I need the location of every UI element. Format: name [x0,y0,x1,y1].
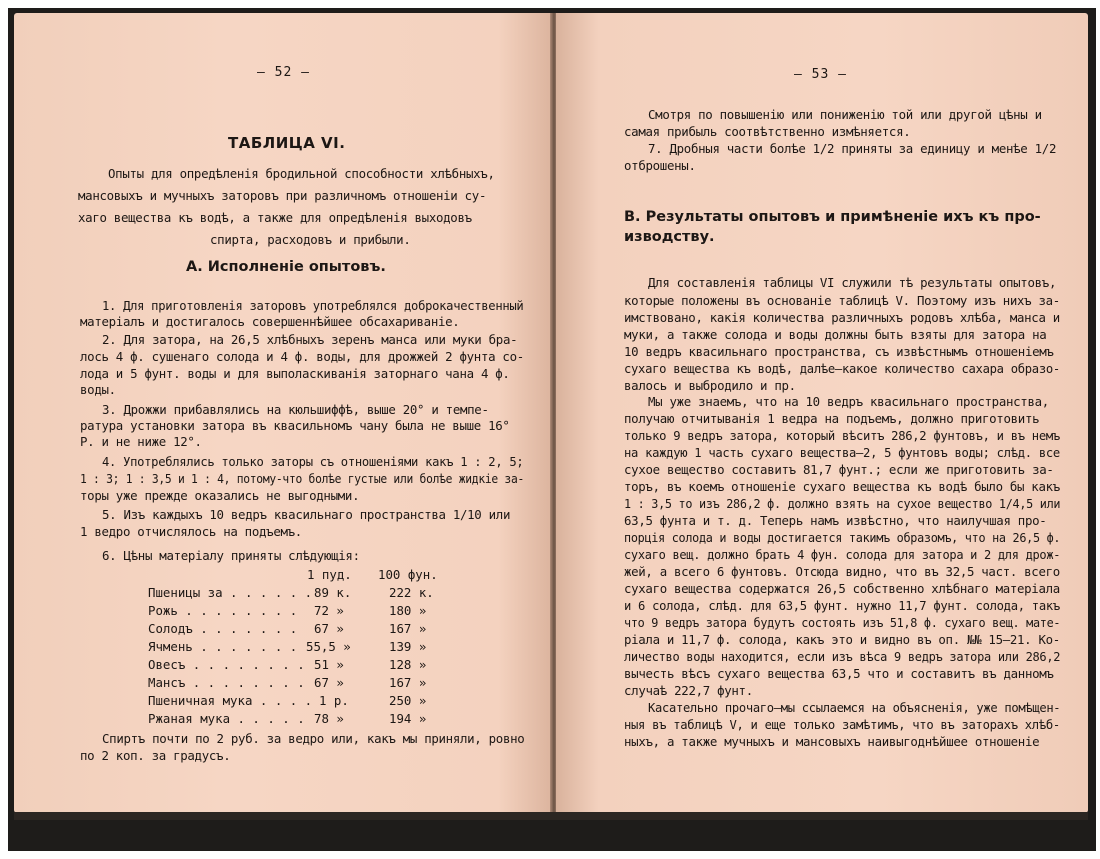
text-line: вычесть вѣсъ сухаго вещества 63,5 что и составитъ въ данномъ [624,666,1054,681]
text-line: 63,5 фунта и т. д. Теперь намъ извѣстно, что наилучшая про- [624,513,1047,528]
text-line: Смотря по повышенію или пониженію той или другой цѣны и [648,107,1042,122]
text-line: порція солода и воды достигается такимъ образомъ, что на 26,5 ф. [624,530,1061,545]
text-line: только 9 ведръ затора, который вѣситъ 286,2 фунтовъ, и въ немъ [624,428,1060,443]
text-line: 4. Употреблялись только заторы съ отношеніями какъ 1 : 2, 5; [102,454,524,469]
text-line: 1 : 3; 1 : 3,5 и 1 : 4, потому-что болѣе густые или болѣе жидкіе за- [80,471,525,486]
text-line: лода и 5 фунт. воды и для выполаскиванія заторнаго чана 4 ф. [80,366,510,381]
text-line: валось и выбродило и пр. [624,378,796,393]
text-line: Для составленія таблицы VI служили тѣ результаты опытовъ, [648,275,1057,290]
text-line: лось 4 ф. сушенаго солода и 4 ф. воды, для дрожжей 2 фунта со- [80,349,524,364]
price-row-p1: 72 » [314,603,344,618]
text-line: воды. [80,382,116,397]
intro-line: мансовыхъ и мучныхъ заторовъ при различномъ отношеніи су- [78,188,487,203]
text-line: самая прибыль соотвѣтственно измѣняется. [624,124,911,139]
text-line: имствовано, какія количества различныхъ родовъ хлѣба, манса и [624,310,1060,325]
text-line: торы уже прежде оказались не выгодными. [80,488,360,503]
text-line: сухаго вещества къ водѣ, далѣе—какое количество сахара образо- [624,361,1060,376]
scan-bottom-edge [14,812,1088,820]
text-line: личество воды находится, если изъ вѣса 9 ведръ затора или 286,2 [624,649,1061,664]
price-row-p2: 167 » [389,675,427,690]
text-line: случаѣ 222,7 фунт. [624,683,753,698]
price-row-p1: 51 » [314,657,344,672]
text-line: ріала и 11,7 ф. солода, какъ это и видно въ оп. №№ 15—21. Ко- [624,632,1060,647]
text-line: муки, а также солода и воды должны быть взяты для затора на [624,327,1047,342]
text-line: Р. и не ниже 12°. [80,434,202,449]
page-number: — 53 — [794,67,847,82]
text-line: на каждую 1 часть сухаго вещества—2, 5 фунтовъ воды; слѣд. все [624,445,1060,460]
price-row-p1: 67 » [314,675,344,690]
price-row-name: Пшеничная мука . . . . [148,693,313,708]
price-row-p2: 222 к. [389,585,434,600]
text-line: 6. Цѣны матеріалу приняты слѣдующія: [102,548,360,563]
price-row-p2: 167 » [389,621,427,636]
text-line: сухое вещество составитъ 81,7 фунт.; если же приготовить за- [624,462,1054,477]
price-row-p1: 1 р. [319,693,349,708]
text-line: 1. Для приготовленія заторовъ употреблялся доброкачественный [102,298,524,313]
price-row-p2: 180 » [389,603,427,618]
price-row-name: Ячмень . . . . . . . [148,639,298,654]
price-row-name: Солодъ . . . . . . . [148,621,298,636]
price-row-p2: 194 » [389,711,427,726]
price-header-fun: 100 фун. [378,567,438,582]
price-row-p1: 67 » [314,621,344,636]
text-line: 1 ведро отчислялось на подъемъ. [80,524,302,539]
page-number: — 52 — [257,65,310,80]
price-row-p2: 139 » [389,639,427,654]
text-line: Мы уже знаемъ, что на 10 ведръ квасильнаго пространства, [648,394,1049,409]
text-line: сухаго вещ. должно брать 4 фун. солода для затора и 2 для дрож- [624,547,1061,562]
text-line: 1 : 3,5 то изъ 286,2 ф. должно взять на сухое вещество 1/4,5 или [624,496,1061,511]
price-row-name: Мансъ . . . . . . . . [148,675,305,690]
text-line: торъ, въ коемъ отношеніе сухаго вещества къ водѣ было бы какъ [624,479,1060,494]
price-row-p1: 78 » [314,711,344,726]
price-row-name: Ржаная мука . . . . . [148,711,305,726]
intro-line: спирта, расходовъ и прибыли. [210,232,411,247]
price-row-p2: 250 » [389,693,427,708]
right-page [556,13,1088,813]
price-row-name: Пшеницы за . . . . . . [148,585,313,600]
text-line: что 9 ведръ затора будутъ состоять изъ 51,8 ф. сухаго вещ. мате- [624,615,1061,630]
section-b-heading: В. Результаты опытовъ и примѣненіе ихъ къ про- [624,209,1041,225]
text-line: 7. Дробныя части болѣе 1/2 приняты за единицу и менѣе 1/2 [648,141,1057,156]
text-line: ныхъ, а также мучныхъ и мансовыхъ наивыгоднѣйшее отношеніе [624,734,1040,749]
section-a-heading: А. Исполненіе опытовъ. [186,259,386,275]
text-line: получаю отчитыванія 1 ведра на подъемъ, должно приготовить [624,411,1040,426]
text-line: ратура установки затора въ квасильномъ чану была не выше 16° [80,418,510,433]
section-b-heading: изводству. [624,229,715,245]
price-row-name: Рожь . . . . . . . . [148,603,298,618]
text-line: и 6 солода, слѣд. для 63,5 фунт. нужно 11,7 фунт. солода, такъ [624,598,1060,613]
text-line: 2. Для затора, на 26,5 хлѣбныхъ зеренъ манса или муки бра- [102,332,518,347]
text-line: по 2 коп. за градусъ. [80,748,231,763]
text-line: Касательно прочаго—мы ссылаемся на объясненія, уже помѣщен- [648,700,1061,715]
price-header-pud: 1 пуд. [307,567,352,582]
text-line: 3. Дрожжи прибавлялись на кюльшиффѣ, выше 20° и темпе- [102,402,489,417]
left-page [14,13,552,813]
text-line: сухаго вещества содержатся 26,5 собственно хлѣбнаго матеріала [624,581,1060,596]
text-line: жей, а всего 6 фунтовъ. Отсюда видно, что въ 32,5 част. всего [624,564,1060,579]
intro-line: Опыты для опредѣленія бродильной способности хлѣбныхъ, [108,166,495,181]
text-line: ныя въ таблицѣ V, и еще только замѣтимъ, что въ заторахъ хлѣб- [624,717,1060,732]
price-row-p2: 128 » [389,657,427,672]
text-line: матеріалъ и достигалось совершеннѣйшее обсахариваніе. [80,314,460,329]
intro-line: хаго вещества къ водѣ, а также для опредѣленія выходовъ [78,210,472,225]
text-line: 5. Изъ каждыхъ 10 ведръ квасильнаго пространства 1/10 или [102,507,511,522]
text-line: которые положены въ основаніе таблицѣ V. Поэтому изъ нихъ за- [624,293,1060,308]
text-line: отброшены. [624,158,696,173]
price-row-p1: 55,5 » [306,639,351,654]
price-row-name: Овесъ . . . . . . . . [148,657,305,672]
text-line: 10 ведръ квасильнаго пространства, съ извѣстнымъ отношеніемъ [624,344,1054,359]
table-title: ТАБЛИЦА VI. [228,134,346,152]
price-row-p1: 89 к. [314,585,352,600]
text-line: Спиртъ почти по 2 руб. за ведро или, какъ мы приняли, ровно [102,731,525,746]
